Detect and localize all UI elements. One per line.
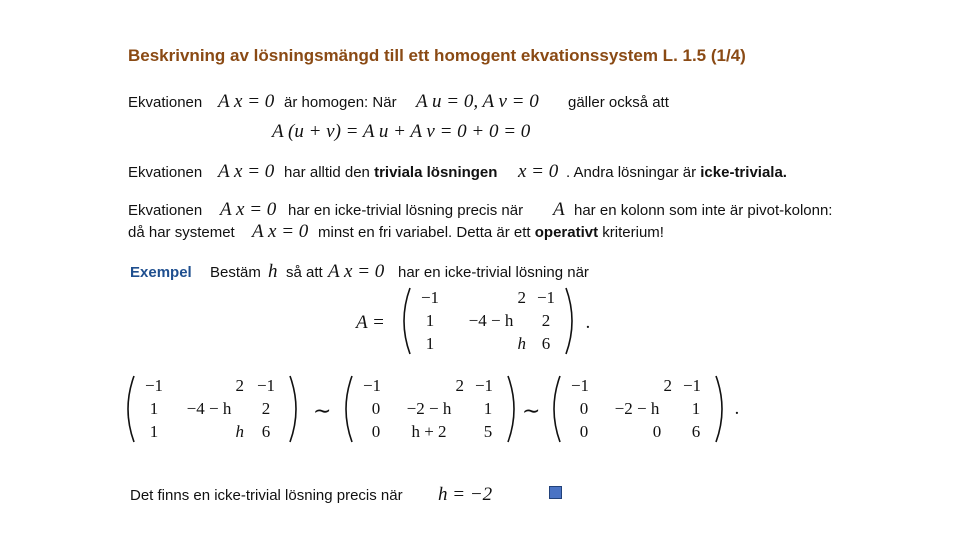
example-text1: Bestäm [210, 264, 261, 281]
matrix-a-cell: −1 [536, 288, 556, 307]
line3-eqA: A [553, 199, 565, 220]
line2-eq1: A x = 0 [218, 161, 275, 182]
line2-eq2: x = 0 [518, 161, 559, 182]
matrix-step1-cell: h [235, 422, 244, 441]
matrix-step2-cell: −2 − h [406, 399, 452, 418]
matrix-a-cell: 6 [541, 334, 551, 353]
matrix-step1-cell: 1 [149, 422, 159, 441]
line1-label: Ekvationen [128, 94, 203, 111]
line3-label2: då har systemet [128, 224, 235, 241]
sim-symbol-2: ∼ [522, 398, 541, 423]
matrix-step3-cell: 6 [691, 422, 701, 441]
line3-tail2-c: kriterium! [602, 224, 664, 241]
matrix-step3-dot: . [735, 398, 740, 419]
matrix-step3 [546, 374, 730, 444]
line3-tail: har en kolonn som inte är pivot-kolonn: [574, 202, 833, 219]
matrix-step3-cell: −1 [682, 376, 702, 395]
example-text2: så att [286, 264, 323, 281]
matrix-a-cell: 2 [517, 288, 526, 307]
line2-text [284, 164, 497, 181]
matrix-a-cell: −4 − h [468, 311, 514, 330]
line1-eq2: A u = 0, A v = 0 [416, 91, 539, 112]
matrix-step3-cell: 0 [579, 399, 589, 418]
example-h: h [268, 261, 278, 282]
matrix-step2-cell: 1 [483, 399, 493, 418]
line3-tail2-b: operativt [534, 224, 599, 241]
matrix-step2-cell: 0 [371, 422, 381, 441]
matrix-step2-cell: 2 [455, 376, 464, 395]
line3-eq2: A x = 0 [252, 221, 309, 242]
example-label: Exempel [130, 264, 192, 281]
matrix-a-dot: . [586, 312, 591, 333]
matrix-a-cell: 2 [541, 311, 551, 330]
line2-tail-b: icke-triviala. [700, 164, 787, 181]
matrix-a-cell: 1 [425, 311, 435, 330]
line3-label: Ekvationen [128, 202, 203, 219]
line2-mid-a: har alltid den [284, 164, 370, 181]
slide-action-button[interactable] [549, 486, 562, 499]
example-eq: A x = 0 [328, 261, 385, 282]
matrix-step3-cell: 0 [652, 422, 662, 441]
matrix-step1-cell: −4 − h [186, 399, 232, 418]
matrix-step1-cell: −1 [144, 376, 164, 395]
line3-tail2-a: minst en fri variabel. Detta är ett [318, 224, 531, 241]
line3-tail2 [318, 224, 664, 241]
line1-eq1: A x = 0 [218, 91, 275, 112]
line3-eq1: A x = 0 [220, 199, 277, 220]
line3-mid: har en icke-trivial lösning precis när [288, 202, 524, 219]
matrix-step2-cell: 0 [371, 399, 381, 418]
matrix-step1-cell: −1 [256, 376, 276, 395]
matrix-step1-cell: 2 [235, 376, 244, 395]
matrix-step1-cell: 2 [261, 399, 271, 418]
conclusion-text: Det finns en icke-trivial lösning precis när [130, 487, 403, 504]
matrix-step3-cell: 1 [691, 399, 701, 418]
matrix-step2-cell: 5 [483, 422, 493, 441]
matrix-step3-cell: 2 [663, 376, 672, 395]
line2-tail-a: . Andra lösningar är [566, 164, 697, 181]
matrix-step3-cell: −2 − h [614, 399, 660, 418]
conclusion-eq: h = −2 [438, 484, 493, 505]
line1-tail: gäller också att [568, 94, 669, 111]
line1-mid: är homogen: När [284, 94, 397, 111]
sim-symbol-1: ∼ [313, 398, 332, 423]
line2-mid-b: triviala lösningen [374, 164, 498, 181]
matrix-a-cell: h [517, 334, 526, 353]
matrix-step2-cell: h + 2 [411, 422, 447, 441]
matrix-step3-cell: −1 [570, 376, 590, 395]
line2-label: Ekvationen [128, 164, 203, 181]
matrix-a [396, 286, 580, 356]
example-text3: har en icke-trivial lösning när [398, 264, 589, 281]
line2-tail [566, 164, 787, 181]
page-title: Beskrivning av lösningsmängd till ett homogent ekvationssystem L. 1.5 (1/4) [128, 46, 746, 65]
matrix-step1 [120, 374, 304, 444]
matrix-a-cell: −1 [420, 288, 440, 307]
matrix-a-cell: 1 [425, 334, 435, 353]
matrix-step2-cell: −1 [474, 376, 494, 395]
line1-eq3: A (u + v) = A u + A v = 0 + 0 = 0 [272, 121, 531, 142]
matrix-a-label: A = [356, 312, 385, 333]
matrix-step2-cell: −1 [362, 376, 382, 395]
matrix-step2 [338, 374, 522, 444]
matrix-step1-cell: 6 [261, 422, 271, 441]
matrix-step1-cell: 1 [149, 399, 159, 418]
matrix-step3-cell: 0 [579, 422, 589, 441]
